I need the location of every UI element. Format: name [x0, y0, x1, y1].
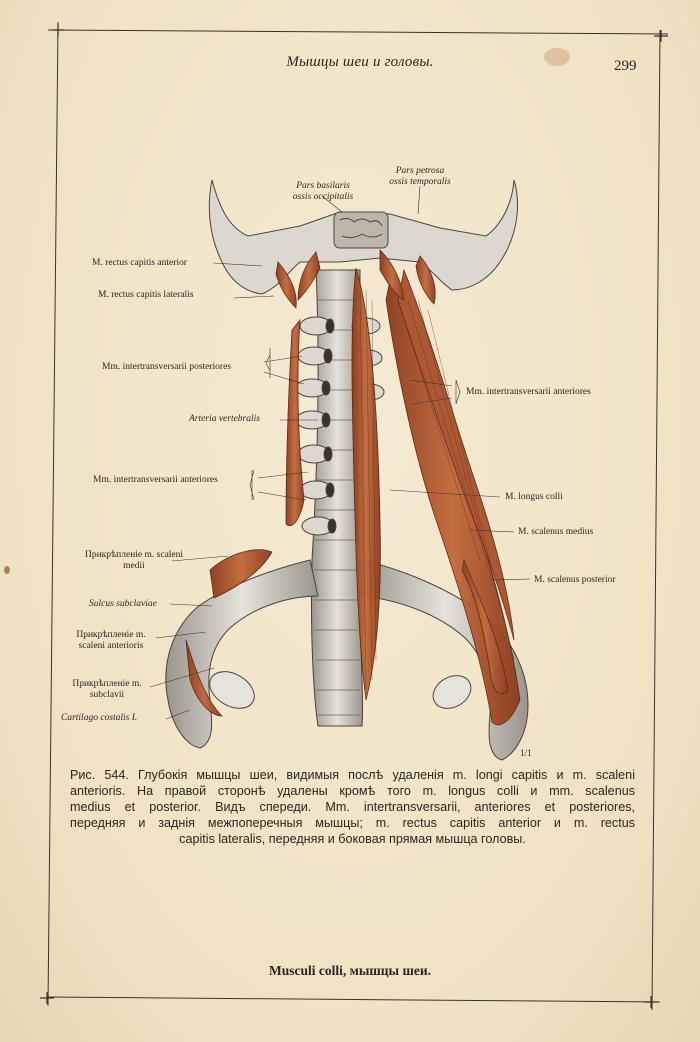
label-pars-basilaris-line2: ossis occipitalis: [292, 192, 354, 202]
label-scaleni-medii-line2: medii: [123, 561, 145, 571]
page-footer-title: Musculi colli, мышцы шеи.: [269, 963, 431, 978]
label-rectus-capitis-anterior: M. rectus capitis anterior: [92, 258, 187, 268]
label-subclavii-line2: subclavii: [89, 690, 125, 700]
label-rectus-capitis-lateralis: M. rectus capitis lateralis: [98, 290, 194, 300]
label-scaleni-medii-line1: Прикрѣпленіе m. scaleni: [84, 550, 184, 560]
label-pars-basilaris: [276, 181, 370, 203]
page-number: 299: [614, 58, 637, 74]
label-scaleni-anterioris: [64, 630, 158, 652]
label-pars-petrosa: [376, 166, 464, 188]
label-longus-colli: M. longus colli: [505, 492, 563, 502]
label-subclavii-line1: Прикрѣпленіе m.: [72, 679, 142, 689]
caption-line: Рис. 544. Глубокія мышцы шеи, видимыя послѣ удаленія m. longi capitis и m. scaleni: [70, 768, 635, 782]
label-pars-basilaris-line1: Pars basilaris: [296, 181, 350, 191]
label-sulcus-subclaviae: Sulcus subclaviae: [89, 599, 157, 609]
page-header-title: Мышцы шеи и головы.: [286, 54, 434, 70]
label-intertransversarii-posteriores: Mm. intertransversarii posteriores: [102, 362, 232, 372]
label-pars-petrosa-line1: Pars petrosa: [395, 166, 445, 176]
label-intertransversarii-anteriores-left: Mm. intertransversarii anteriores: [93, 475, 218, 485]
figure-scale: 1/1: [520, 748, 532, 758]
label-scalenus-posterior: M. scalenus posterior: [534, 575, 616, 585]
label-arteria-vertebralis: Arteria vertebralis: [189, 414, 260, 424]
caption-line: capitis lateralis, передняя и боковая прямая мышца головы.: [179, 832, 526, 846]
label-scaleni-medii: [84, 550, 184, 572]
caption-line: anterioris. На правой сторонѣ удалены кромѣ того m. longus colli и mm. scalenus: [70, 784, 635, 798]
label-scalenus-medius: M. scalenus medius: [518, 527, 594, 537]
label-pars-petrosa-line2: ossis temporalis: [389, 177, 451, 187]
figure-caption: [70, 767, 635, 847]
label-intertransversarii-anteriores-right: Mm. intertransversarii anteriores: [466, 387, 591, 397]
caption-line: medius et posterior. Видъ спереди. Mm. intertransversarii, anteriores et posteriores,: [70, 800, 635, 814]
label-cartilago-costalis: Cartilago costalis I.: [61, 713, 138, 723]
label-scaleni-anterioris-line1: Прикрѣпленіе m.: [76, 630, 146, 640]
label-subclavii: [62, 679, 152, 701]
label-scaleni-anterioris-line2: scaleni anterioris: [78, 641, 144, 651]
caption-line: передняя и заднія межпоперечныя мышцы; m. rectus capitis anterior и m. rectus: [70, 816, 635, 830]
